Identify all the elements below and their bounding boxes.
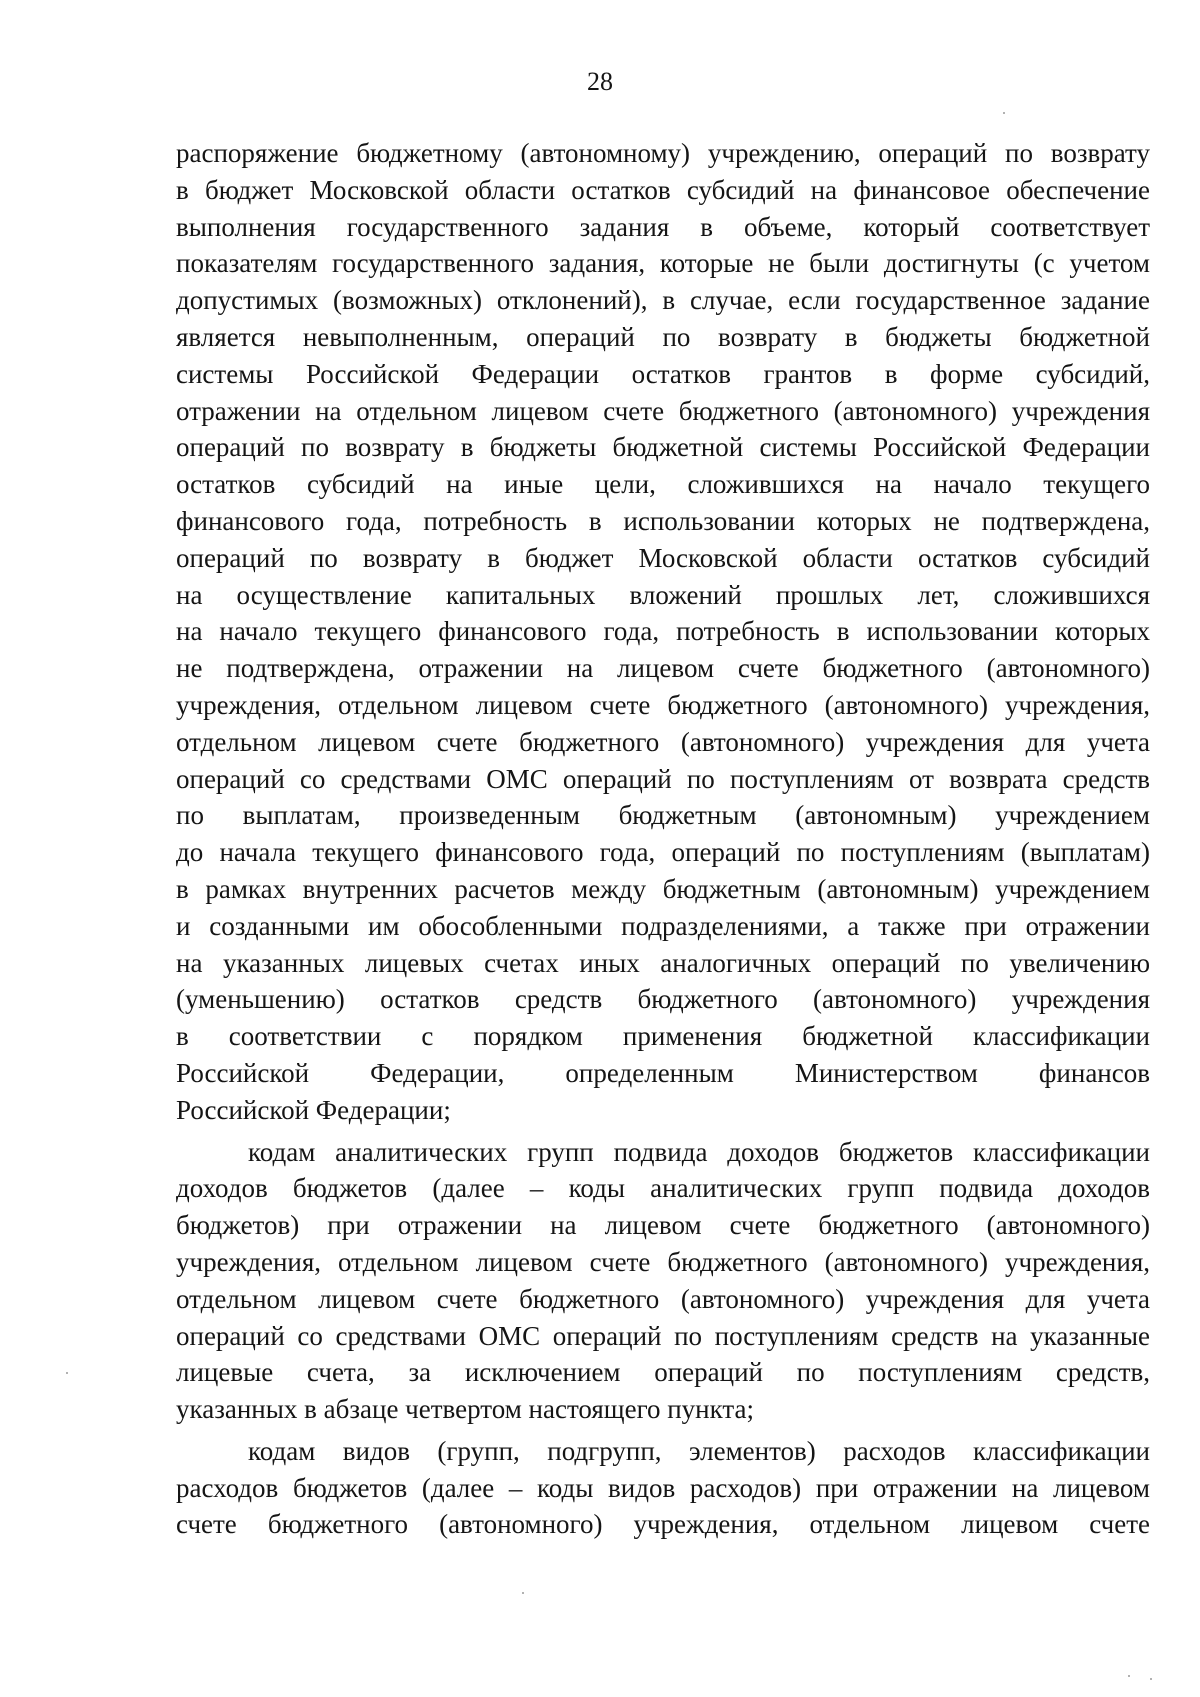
text-line: распоряжение бюджетному (автономному) учреждению, операций по возврату <box>176 138 1150 168</box>
scan-speck <box>1128 1675 1130 1677</box>
text-line: является невыполненным, операций по возврату в бюджеты бюджетной <box>176 321 1150 352</box>
page-number: 28 <box>587 67 613 96</box>
text-line: учреждения, отдельном лицевом счете бюджетного (автономного) учреждения, <box>176 1246 1150 1277</box>
text-line: доходов бюджетов (далее – коды аналитических групп подвида доходов <box>176 1173 1150 1204</box>
text-line: операций со средствами ОМС операций по поступлениям от возврата средств <box>176 763 1150 794</box>
text-line: кодам видов (групп, подгрупп, элементов) расходов классификации <box>248 1435 1150 1466</box>
text-line: отдельном лицевом счете бюджетного (автономного) учреждения для учета <box>176 1283 1150 1314</box>
text-line: отражении на отдельном лицевом счете бюджетного (автономного) учреждения <box>176 395 1150 426</box>
text-line: не подтверждена, отражении на лицевом счете бюджетного (автономного) <box>176 653 1150 684</box>
text-line: отдельном лицевом счете бюджетного (автономного) учреждения для учета <box>176 726 1150 757</box>
text-line: остатков субсидий на иные цели, сложившихся на начало текущего <box>176 469 1150 500</box>
text-line: расходов бюджетов (далее – коды видов расходов) при отражении на лицевом <box>176 1472 1150 1503</box>
scan-speck <box>522 1592 524 1594</box>
text-line: на начало текущего финансового года, потребность в использовании которых <box>176 616 1150 647</box>
text-line: в бюджет Московской области остатков субсидий на финансовое обеспечение <box>176 174 1150 205</box>
text-line: финансового года, потребность в использовании которых не подтверждена, <box>176 505 1150 536</box>
text-line: до начала текущего финансового года, операций по поступлениям (выплатам) <box>176 837 1150 868</box>
scan-speck <box>66 1372 68 1374</box>
text-line: и созданными им обособленными подразделениями, а также при отражении <box>176 910 1150 941</box>
text-line: системы Российской Федерации остатков грантов в форме субсидий, <box>176 358 1150 389</box>
text-line: счете бюджетного (автономного) учреждения, отдельном лицевом счете <box>176 1509 1150 1540</box>
text-line: по выплатам, произведенным бюджетным (автономным) учреждением <box>176 800 1150 831</box>
text-line: показателям государственного задания, которые не были достигнуты (с учетом <box>176 248 1150 279</box>
text-line: операций со средствами ОМС операций по поступлениям средств на указанные <box>176 1320 1150 1351</box>
text-line: на осуществление капитальных вложений прошлых лет, сложившихся <box>176 579 1150 610</box>
text-line: (уменьшению) остатков средств бюджетного (автономного) учреждения <box>176 984 1150 1015</box>
scan-speck <box>1003 112 1005 114</box>
text-line: Российской Федерации, определенным Министерством финансов <box>176 1057 1150 1088</box>
text-line: в соответствии с порядком применения бюджетной классификации <box>176 1021 1150 1052</box>
text-line: указанных в абзаце четвертом настоящего пункта; <box>176 1394 754 1425</box>
text-line: лицевые счета, за исключением операций по поступлениям средств, <box>176 1357 1150 1388</box>
text-line: кодам аналитических групп подвида доходов бюджетов классификации <box>248 1136 1150 1167</box>
text-line: Российской Федерации; <box>176 1094 451 1125</box>
text-line: в рамках внутренних расчетов между бюджетным (автономным) учреждением <box>176 873 1150 904</box>
text-line: бюджетов) при отражении на лицевом счете бюджетного (автономного) <box>176 1210 1150 1241</box>
text-line: на указанных лицевых счетах иных аналогичных операций по увеличению <box>176 947 1150 978</box>
text-line: операций по возврату в бюджет Московской области остатков субсидий <box>176 542 1150 573</box>
paragraph-income-codes <box>176 1134 1150 1428</box>
text-line: учреждения, отдельном лицевом счете бюджетного (автономного) учреждения, <box>176 689 1150 720</box>
paragraph-continuation <box>176 135 1150 1129</box>
document-body <box>176 135 1150 1543</box>
paragraph-expense-codes <box>176 1433 1150 1543</box>
scan-speck <box>1150 1678 1152 1680</box>
text-line: выполнения государственного задания в объеме, который соответствует <box>176 211 1150 242</box>
text-line: операций по возврату в бюджеты бюджетной системы Российской Федерации <box>176 432 1150 463</box>
text-line: допустимых (возможных) отклонений), в случае, если государственное задание <box>176 285 1150 316</box>
